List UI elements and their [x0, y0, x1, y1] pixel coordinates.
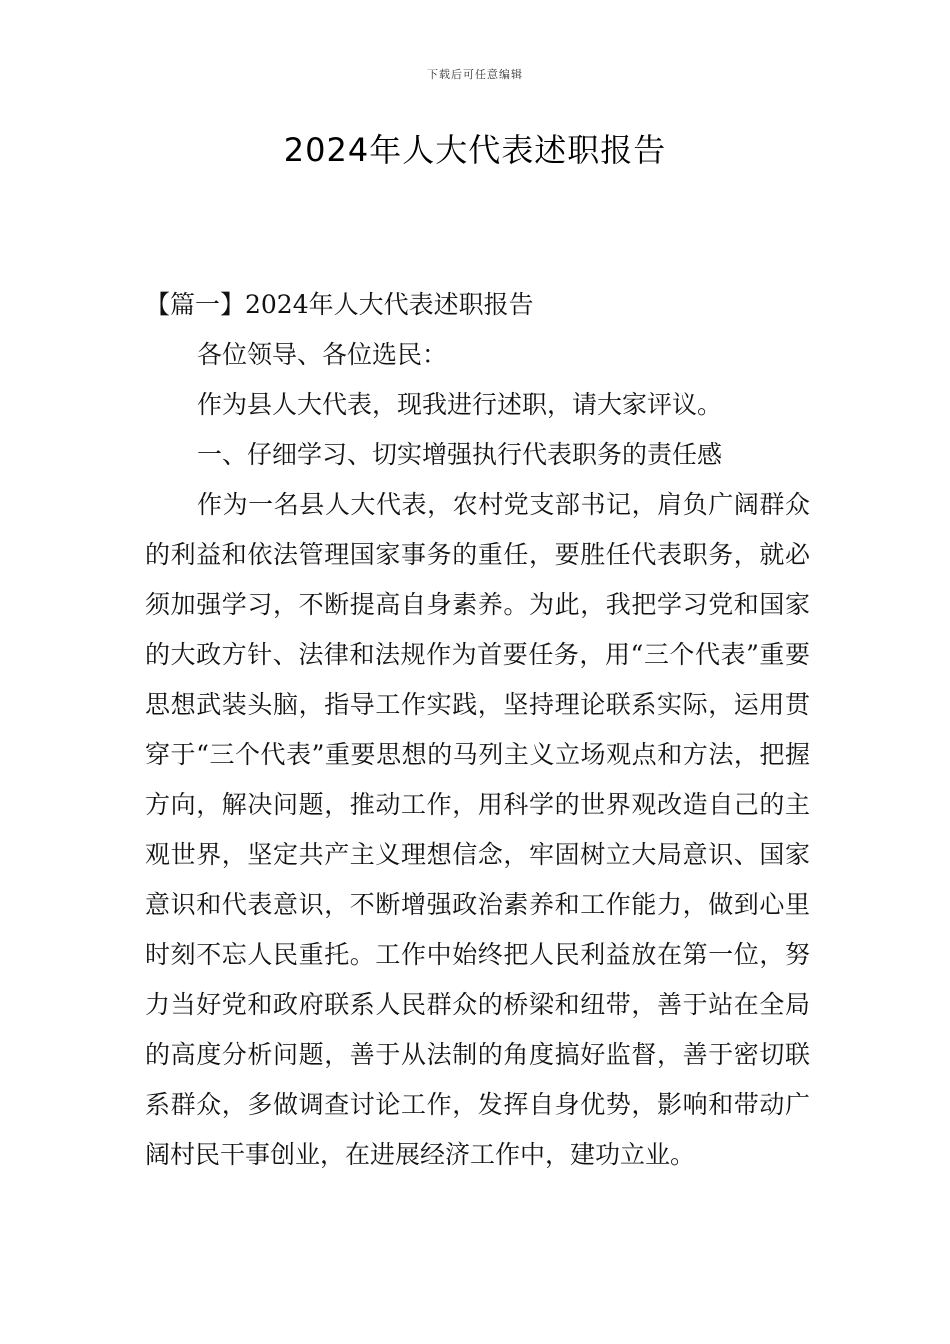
document-body	[145, 280, 810, 1180]
greeting-line: 各位领导、各位选民：	[197, 340, 448, 369]
subheading-1: 一、仔细学习、切实增强执行代表职务的责任感	[197, 440, 723, 469]
document-title: 2024年人大代表述职报告	[283, 131, 667, 169]
section-heading: 【篇一】2024年人大代表述职报告	[145, 290, 534, 319]
paragraph-1: 作为一名县人大代表，农村党支部书记，肩负广阔群众的利益和依法管理国家事务的重任，要胜任代表职务，就必须加强学习，不断提高自身素养。为此，我把学习党和国家的大政方针、法律和法规作为首要任务，用“三个代表”重要思想武装头脑，指导工作实践，坚持理论联系实际，运用贯穿于“三个代表”重要思想的马列主义立场观点和方法，把握方向，解决问题，推动工作，用科学的世界观改造自己的主观世界，坚定共产主义理想信念，牢固树立大局意识、国家意识和代表意识，不断增强政治素养和工作能力，做到心里时刻不忘人民重托。工作中始终把人民利益放在第一位，努力当好党和政府联系人民群众的桥梁和纽带，善于站在全局的高度分析问题，善于从法制的角度搞好监督，善于密切联系群众，多做调查讨论工作，发挥自身优势，影响和带动广阔村民干事创业，在进展经济工作中，建功立业。	[145, 490, 810, 1169]
intro-line: 作为县人大代表，现我进行述职，请大家评议。	[197, 390, 723, 419]
header-note: 下载后可任意编辑	[427, 68, 523, 81]
